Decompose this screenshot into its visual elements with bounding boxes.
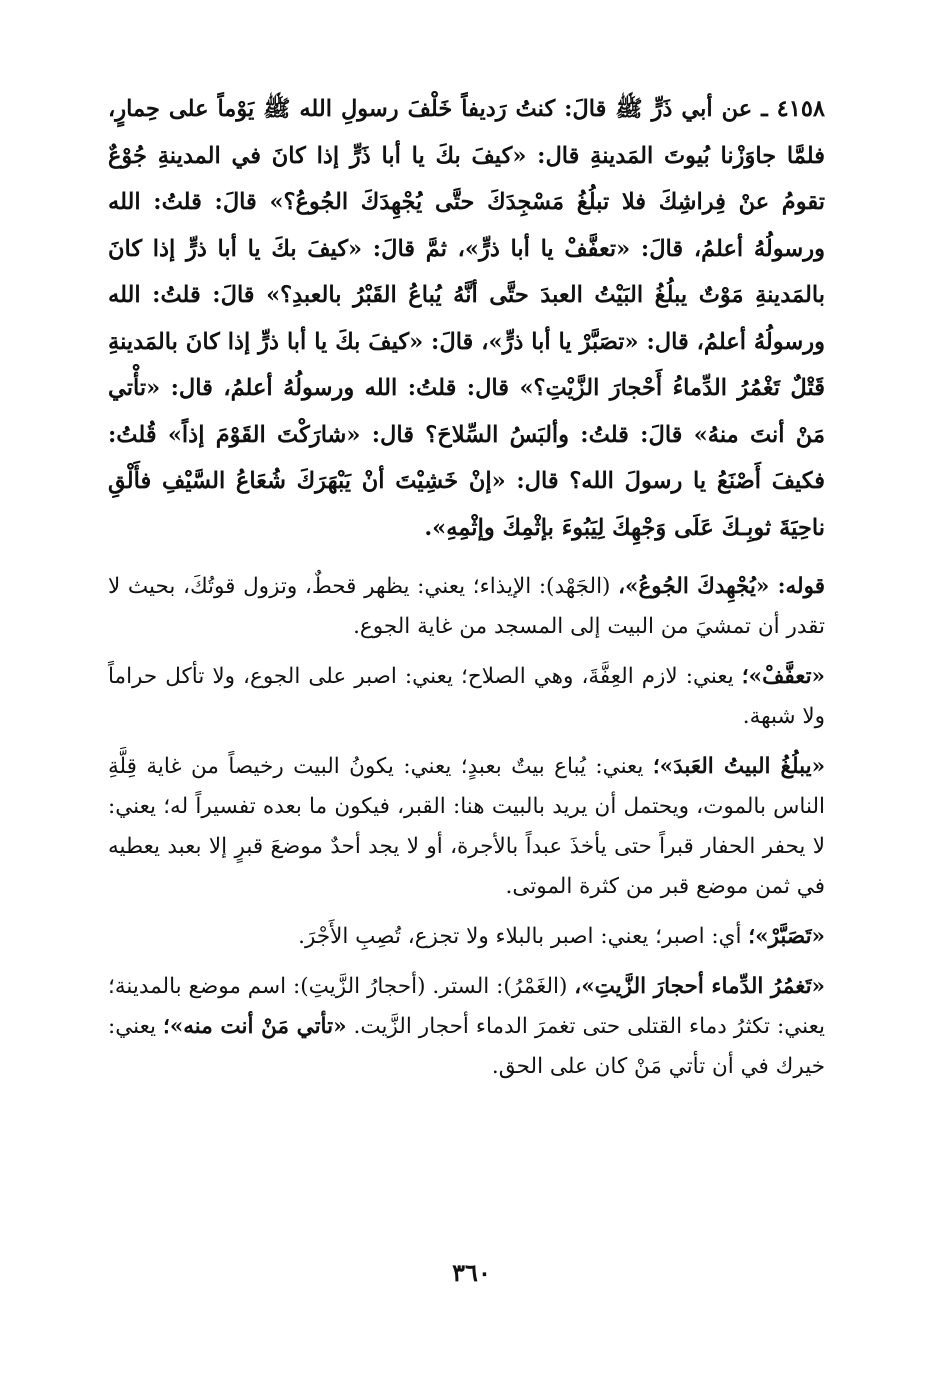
- commentary-text: أي: اصبر؛ يعني: اصبر بالبلاء ولا تجزع، تُصِبِ الأَجْرَ.: [298, 924, 749, 949]
- commentary-term: قوله: «يُجْهِدكَ الجُوعُ»،: [618, 574, 825, 599]
- commentary-term: «تَصَبَّرْ»؛: [748, 924, 825, 949]
- commentary-text: (الجَهْد): الإيذاء؛ يعني: يظهر قحطٌ، وتزول قوتُكَ، بحيث لا تقدر أن تمشيَ من البيت إلى المسجد من غاية الجوع.: [108, 574, 825, 639]
- commentary-text: يعني: خيرك في أن تأتي مَنْ كان على الحق.: [108, 1014, 825, 1079]
- page-body: [108, 86, 825, 1340]
- commentary-term: «تعفَّفْ»؛: [741, 664, 825, 689]
- commentary-text: (الغَمْرُ): الستر. (أحجارُ الزَّيتِ): اسم موضع بالمدينة؛ يعني: تكثرُ دماء القتلى حتى تغمرَ الدماء أحجار الزَّيت.: [108, 974, 825, 1039]
- commentary-paragraph: [108, 657, 825, 737]
- hadith-paragraph: ٤١٥٨ ـ عن أبي ذَرٍّ ﷺ قالَ: كنتُ رَديفاً خَلْفَ رسولِ الله ﷺ يَوْماً على حِمارٍ، فلمَّا جاوَزْنا بُيوتَ المَدينةِ قال: «كيفَ بكَ يا أبا ذَرٍّ إذا كانَ في المدينةِ جُوْعٌ تقومُ عنْ فِراشِكَ فلا تبلُغُ مَسْجِدَكَ حتَّى يُجْهِدَكَ الجُوعُ؟» قالَ: قلتُ: الله ورسولُهُ أعلمُ، قالَ: «تعفَّفْ يا أبا ذرٍّ»، ثمَّ قالَ: «كيفَ بكَ يا أبا ذرٍّ إذا كانَ بالمَدينةِ مَوْتٌ يبلُغُ البَيْتُ العبدَ حتَّى أنَّهُ يُباعُ القَبْرُ بالعبدِ؟» قالَ: قلتُ: الله ورسولُهُ أعلمُ، قال: «تصَبَّرْ يا أبا ذرٍّ»، قالَ: «كيفَ بكَ يا أبا ذرٍّ إذا كانَ بالمَدينةِ قَتْلٌ تَغْمُرُ الدِّماءُ أَحْجارَ الزَّيْتِ؟» قال: قلتُ: الله ورسولُهُ أعلمُ، قال: «تأْتي مَنْ أنتَ منهُ» قالَ: قلتُ: وألبَسُ السِّلاحَ؟ قال: «شارَكْتَ القَوْمَ إذاً» قُلتُ: فكيفَ أَصْنَعُ يا رسولَ الله؟ قال: «إنْ خَشِيْتَ أنْ يَبْهَرَكَ شُعَاعُ السَّيْفِ فأَلْقِ ناحِيَةَ ثوبِـكَ عَلَى وَجْهِكَ لِيَبُوءَ بإثْمِكَ وإثْمِهِ».: [108, 96, 825, 541]
- commentary-paragraph: [108, 967, 825, 1087]
- commentary-text: يعني: يُباع بيتٌ بعبدٍ؛ يعني: يكونُ البيت رخيصاً من غاية قِلَّةِ الناس بالموت، ويحتمل أن يريد بالبيت هنا: القبر، فيكون ما بعده تفسيراً له؛ يعني: لا يحفر الحفار قبراً حتى يأخذَ عبداً بالأجرة، أو لا يجد أحدٌ موضعَ قبرٍ إلا بعبد يعطيه في ثمن موضع قبر من كثرة الموتى.: [108, 754, 825, 899]
- page-number: ٣٦٠: [452, 1258, 491, 1287]
- commentary-term: «يبلُغُ البيتُ العَبدَ»؛: [652, 754, 826, 779]
- commentary-paragraph: [108, 567, 825, 647]
- commentary-paragraph: [108, 917, 825, 957]
- commentary-term: «تأتي مَنْ أنت منه»؛: [163, 1014, 347, 1039]
- commentary-paragraph: [108, 747, 825, 907]
- commentary-text: يعني: لازم العِفَّةَ، وهي الصلاح؛ يعني: اصبر على الجوع، ولا تأكل حراماً ولا شبهة.: [108, 664, 825, 729]
- commentary-term: «تَغمُرُ الدِّماء أحجارَ الزَّيتِ»،: [574, 974, 825, 999]
